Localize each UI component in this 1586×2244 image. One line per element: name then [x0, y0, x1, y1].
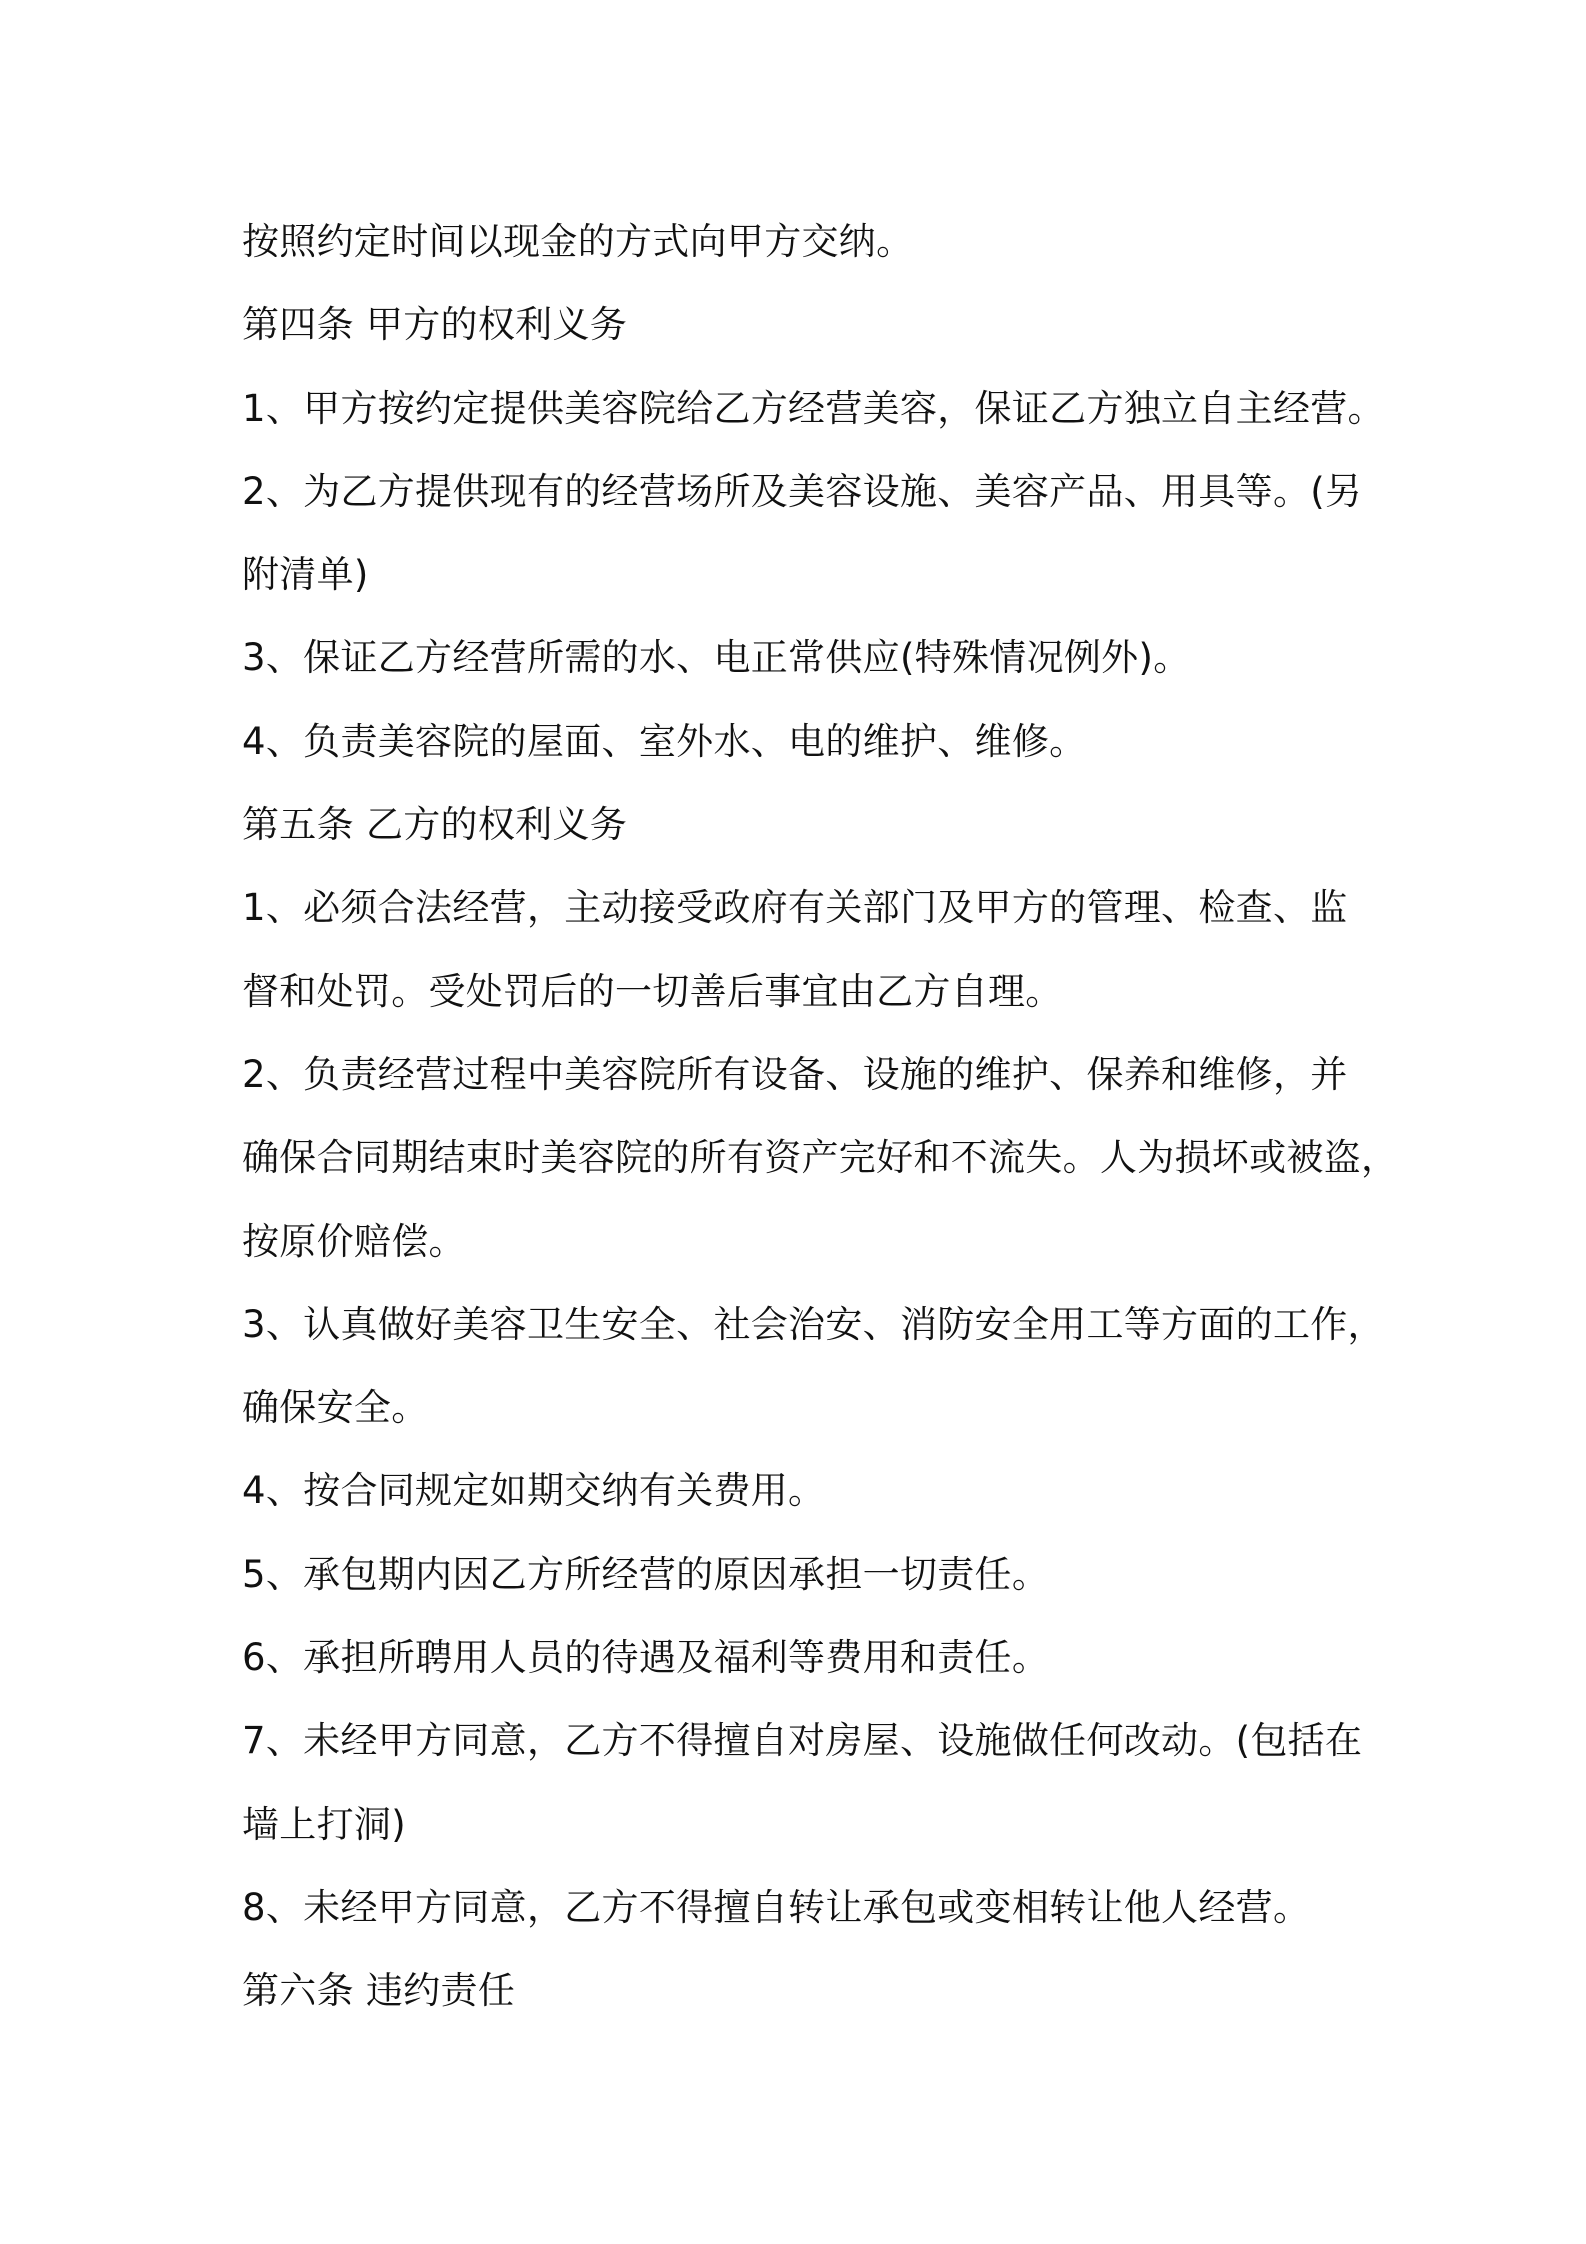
- clause-item: 4、负责美容院的屋面、室外水、电的维护、维修。: [242, 719, 1087, 763]
- clause-item: 1、必须合法经营，主动接受政府有关部门及甲方的管理、检查、监: [242, 886, 1348, 930]
- section-heading: 第五条 乙方的权利义务: [242, 803, 628, 847]
- section-heading: 第六条 违约责任: [242, 1969, 516, 2013]
- clause-item-continued: 附清单): [242, 553, 369, 597]
- clause-item-continued: 确保合同期结束时美容院的所有资产完好和不流失。人为损坏或被盗，: [242, 1136, 1399, 1180]
- section-heading: 第四条 甲方的权利义务: [242, 303, 628, 347]
- clause-item: 5、承包期内因乙方所经营的原因承担一切责任。: [242, 1552, 1050, 1596]
- text-line: 按照约定时间以现金的方式向甲方交纳。: [242, 220, 914, 263]
- clause-item: 6、承担所聘用人员的待遇及福利等费用和责任。: [242, 1636, 1050, 1680]
- clause-item-continued: 按原价赔偿。: [242, 1219, 466, 1263]
- clause-item-continued: 墙上打洞): [242, 1802, 406, 1846]
- clause-item-continued: 确保安全。: [242, 1386, 429, 1430]
- clause-item: 2、负责经营过程中美容院所有设备、设施的维护、保养和维修，并: [242, 1052, 1348, 1096]
- clause-item: 8、未经甲方同意，乙方不得擅自转让承包或变相转让他人经营。: [242, 1885, 1311, 1929]
- clause-item: 3、保证乙方经营所需的水、电正常供应(特殊情况例外)。: [242, 636, 1191, 680]
- clause-item: 3、认真做好美容卫生安全、社会治安、消防安全用工等方面的工作，: [242, 1302, 1385, 1346]
- clause-item-continued: 督和处罚。受处罚后的一切善后事宜由乙方自理。: [242, 969, 1063, 1013]
- clause-item: 1、甲方按约定提供美容院给乙方经营美容，保证乙方独立自主经营。: [242, 386, 1385, 430]
- clause-item: 4、按合同规定如期交纳有关费用。: [242, 1469, 826, 1513]
- clause-item: 7、未经甲方同意，乙方不得擅自对房屋、设施做任何改动。(包括在: [242, 1719, 1363, 1763]
- document-body: [242, 200, 1399, 2033]
- clause-item: 2、为乙方提供现有的经营场所及美容设施、美容产品、用具等。(另: [242, 469, 1363, 513]
